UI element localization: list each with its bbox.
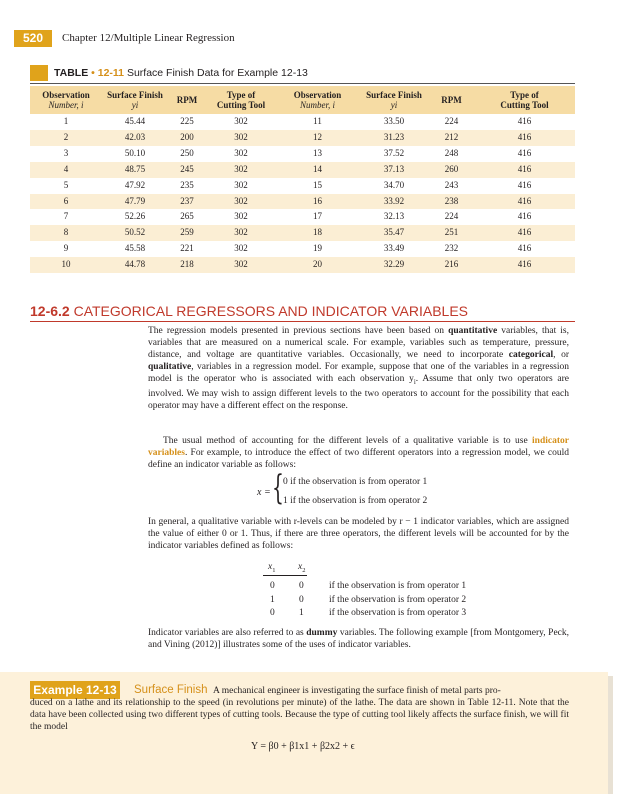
table-cell-rpm: 221 [168,241,206,257]
table-cell-y2: 33.50 [359,114,429,130]
table-cell-y: 52.26 [102,209,168,225]
table-row [30,146,575,162]
table-cell-rpm: 250 [168,146,206,162]
table-cell-y: 50.10 [102,146,168,162]
indicator-cell: 1 [299,608,304,618]
table-cell-tool2: 416 [474,162,575,178]
table-cell-tool2: 416 [474,146,575,162]
section-number: 12-6.2 [30,303,70,319]
equation-x-label: x = [257,487,271,498]
equation-case-2: 1 if the observation is from operator 2 [283,496,428,506]
indicator-description: if the observation is from operator 1 [329,581,467,591]
table-cell-tool: 302 [206,114,276,130]
table-cell-tool2: 416 [474,209,575,225]
table-header-row [30,86,575,114]
table-cell-rpm2: 243 [429,178,474,194]
table-cell-y2: 31.23 [359,130,429,146]
section-heading [30,303,468,319]
table-cell-y2: 37.13 [359,162,429,178]
table-cell-obs: 5 [30,178,102,194]
header-rpm-2: RPM [429,86,474,114]
table-cell-tool: 302 [206,194,276,210]
caption-label: TABLE [54,67,89,79]
table-row [30,241,575,257]
table-cell-rpm: 245 [168,162,206,178]
indicator-cell: 1 [270,595,275,605]
table-row [30,257,575,273]
caption-title: Surface Finish Data for Example 12-13 [126,67,308,79]
table-cell-obs: 3 [30,146,102,162]
table-cell-tool: 302 [206,225,276,241]
table-cell-y: 45.44 [102,114,168,130]
table-cell-obs: 1 [30,114,102,130]
table-row [30,194,575,210]
table-cell-obs2: 17 [276,209,359,225]
table-cell-y: 47.79 [102,194,168,210]
table-cell-obs2: 12 [276,130,359,146]
paragraph-indicator: The usual method of accounting for the different levels of a qualitative variable is to use indicator variables. For example, to introduce the effect of two different operators into a regression model, we could define an indicator variable as follows: [148,436,569,471]
header-observation-2: Observation Number, i [276,86,359,114]
table-cell-obs2: 11 [276,114,359,130]
table-cell-obs: 8 [30,225,102,241]
table-cell-rpm2: 224 [429,114,474,130]
table-cell-y: 50.52 [102,225,168,241]
example-text-first-line: A mechanical engineer is investigating the surface finish of metal parts pro- [213,686,501,696]
example-label: Example 12-13 [30,681,120,699]
indicator-cell: 0 [299,595,304,605]
table-cell-rpm2: 260 [429,162,474,178]
table-cell-tool2: 416 [474,178,575,194]
table-cell-obs2: 14 [276,162,359,178]
table-cell-obs2: 16 [276,194,359,210]
table-cell-obs2: 13 [276,146,359,162]
table-cell-tool2: 416 [474,130,575,146]
table-cell-obs2: 20 [276,257,359,273]
table-cell-obs: 7 [30,209,102,225]
table-cell-y: 44.78 [102,257,168,273]
table-cell-rpm: 200 [168,130,206,146]
example-model-equation: Y = β0 + β1x1 + β2x2 + ϵ [251,741,355,752]
indicator-header-x2: $x_2$ [298,562,306,574]
header-surface-finish-2: Surface Finish yi [359,86,429,114]
table-cell-tool2: 416 [474,225,575,241]
surface-finish-table [30,86,575,273]
caption-number: 12-11 [97,67,125,79]
table-cell-y2: 32.13 [359,209,429,225]
table-cell-tool2: 416 [474,257,575,273]
example-box-shadow [608,676,613,794]
table-cell-tool2: 416 [474,114,575,130]
table-cell-rpm2: 224 [429,209,474,225]
table-cell-tool2: 416 [474,241,575,257]
indicator-header-rule [263,575,307,576]
paragraph-dummy: Indicator variables are also referred to as dummy variables. The following example [from Montgomery, Peck, and Vining (2012)] illustrates some of the uses of indicator variables. [148,628,569,651]
page-number: 520 [14,30,52,47]
chapter-title: Chapter 12/Multiple Linear Regression [62,32,235,44]
table-top-rule [30,83,575,84]
table-cell-obs2: 18 [276,225,359,241]
table-cell-y: 47.92 [102,178,168,194]
caption-bullet: • [91,67,95,79]
header-tool-type-2: Type of Cutting Tool [474,86,575,114]
indicator-cell: 0 [299,581,304,591]
table-cell-tool: 302 [206,162,276,178]
header-tool-type: Type of Cutting Tool [206,86,276,114]
table-caption [54,66,308,80]
table-cell-rpm2: 212 [429,130,474,146]
table-cell-y: 42.03 [102,130,168,146]
table-cell-rpm2: 232 [429,241,474,257]
indicator-description: if the observation is from operator 3 [329,608,467,618]
table-cell-tool: 302 [206,257,276,273]
table-row [30,130,575,146]
indicator-cell: 0 [270,581,275,591]
table-cell-obs: 10 [30,257,102,273]
paragraph-general: In general, a qualitative variable with r-levels can be modeled by r − 1 indicator variables, which are assigned the value of either 0 or 1. Thus, if there are three operators, the different levels will be accounted for by the indicator variables defined as follows: [148,517,569,552]
paragraph-quantitative: The regression models presented in previous sections have been based on quantitative variables, that is, variables that are measured on a numerical scale. For example, variables such as temperature, pressure, distance, and voltage are quantitative variables. Occasionally, we need to incorporate categorical, or qualitative, variables in a regression model. For example, suppose that one of the variables in a regression model is the operator who is associated with each observation $y_i$. Assume that only two operators are involved. We may wish to assign different levels to the two operators to account for the possibility that each operator may have a different effect on the response. [148,326,570,412]
table-cell-rpm: 218 [168,257,206,273]
section-title: CATEGORICAL REGRESSORS AND INDICATOR VARIABLES [73,303,469,319]
indicator-cell: 0 [270,608,275,618]
section-rule [30,321,575,322]
table-cell-rpm: 225 [168,114,206,130]
table-row [30,225,575,241]
header-surface-finish: Surface Finish yi [102,86,168,114]
table-cell-y2: 32.29 [359,257,429,273]
table-cell-rpm: 259 [168,225,206,241]
table-cell-tool2: 416 [474,194,575,210]
table-cell-y2: 35.47 [359,225,429,241]
table-row [30,209,575,225]
table-cell-obs2: 15 [276,178,359,194]
table-cell-y2: 34.70 [359,178,429,194]
table-row [30,178,575,194]
table-row [30,114,575,130]
table-cell-tool: 302 [206,209,276,225]
table-cell-obs: 2 [30,130,102,146]
table-cell-tool: 302 [206,178,276,194]
example-title: Surface Finish [134,684,208,696]
table-cell-y2: 33.49 [359,241,429,257]
example-text: duced on a lathe and its relationship to the speed (in revolutions per minute) of the lathe. The data are shown in Table 12-11. Note that the data have been collected using two different types of cutting tools. Because the type of cutting tool likely affects the surface finish, we will fit the model [30,698,569,733]
table-cell-y: 48.75 [102,162,168,178]
equation-case-1: 0 if the observation is from operator 1 [283,477,428,487]
table-cell-y2: 33.92 [359,194,429,210]
table-cell-obs: 9 [30,241,102,257]
table-cell-y2: 37.52 [359,146,429,162]
header-rpm: RPM [168,86,206,114]
table-cell-obs: 4 [30,162,102,178]
table-cell-obs: 6 [30,194,102,210]
equation-brace: { [272,468,284,508]
table-cell-tool: 302 [206,130,276,146]
table-cell-rpm: 237 [168,194,206,210]
table-cell-rpm: 235 [168,178,206,194]
table-cell-rpm2: 251 [429,225,474,241]
table-cell-tool: 302 [206,146,276,162]
indicator-header-x1: $x_1$ [268,562,276,574]
table-cell-rpm2: 216 [429,257,474,273]
caption-accent-bar [30,65,48,81]
table-cell-y: 45.58 [102,241,168,257]
indicator-description: if the observation is from operator 2 [329,595,467,605]
table-row [30,162,575,178]
header-observation: Observation Number, i [30,86,102,114]
table-cell-tool: 302 [206,241,276,257]
table-cell-rpm2: 238 [429,194,474,210]
table-cell-rpm2: 248 [429,146,474,162]
table-cell-obs2: 19 [276,241,359,257]
table-cell-rpm: 265 [168,209,206,225]
